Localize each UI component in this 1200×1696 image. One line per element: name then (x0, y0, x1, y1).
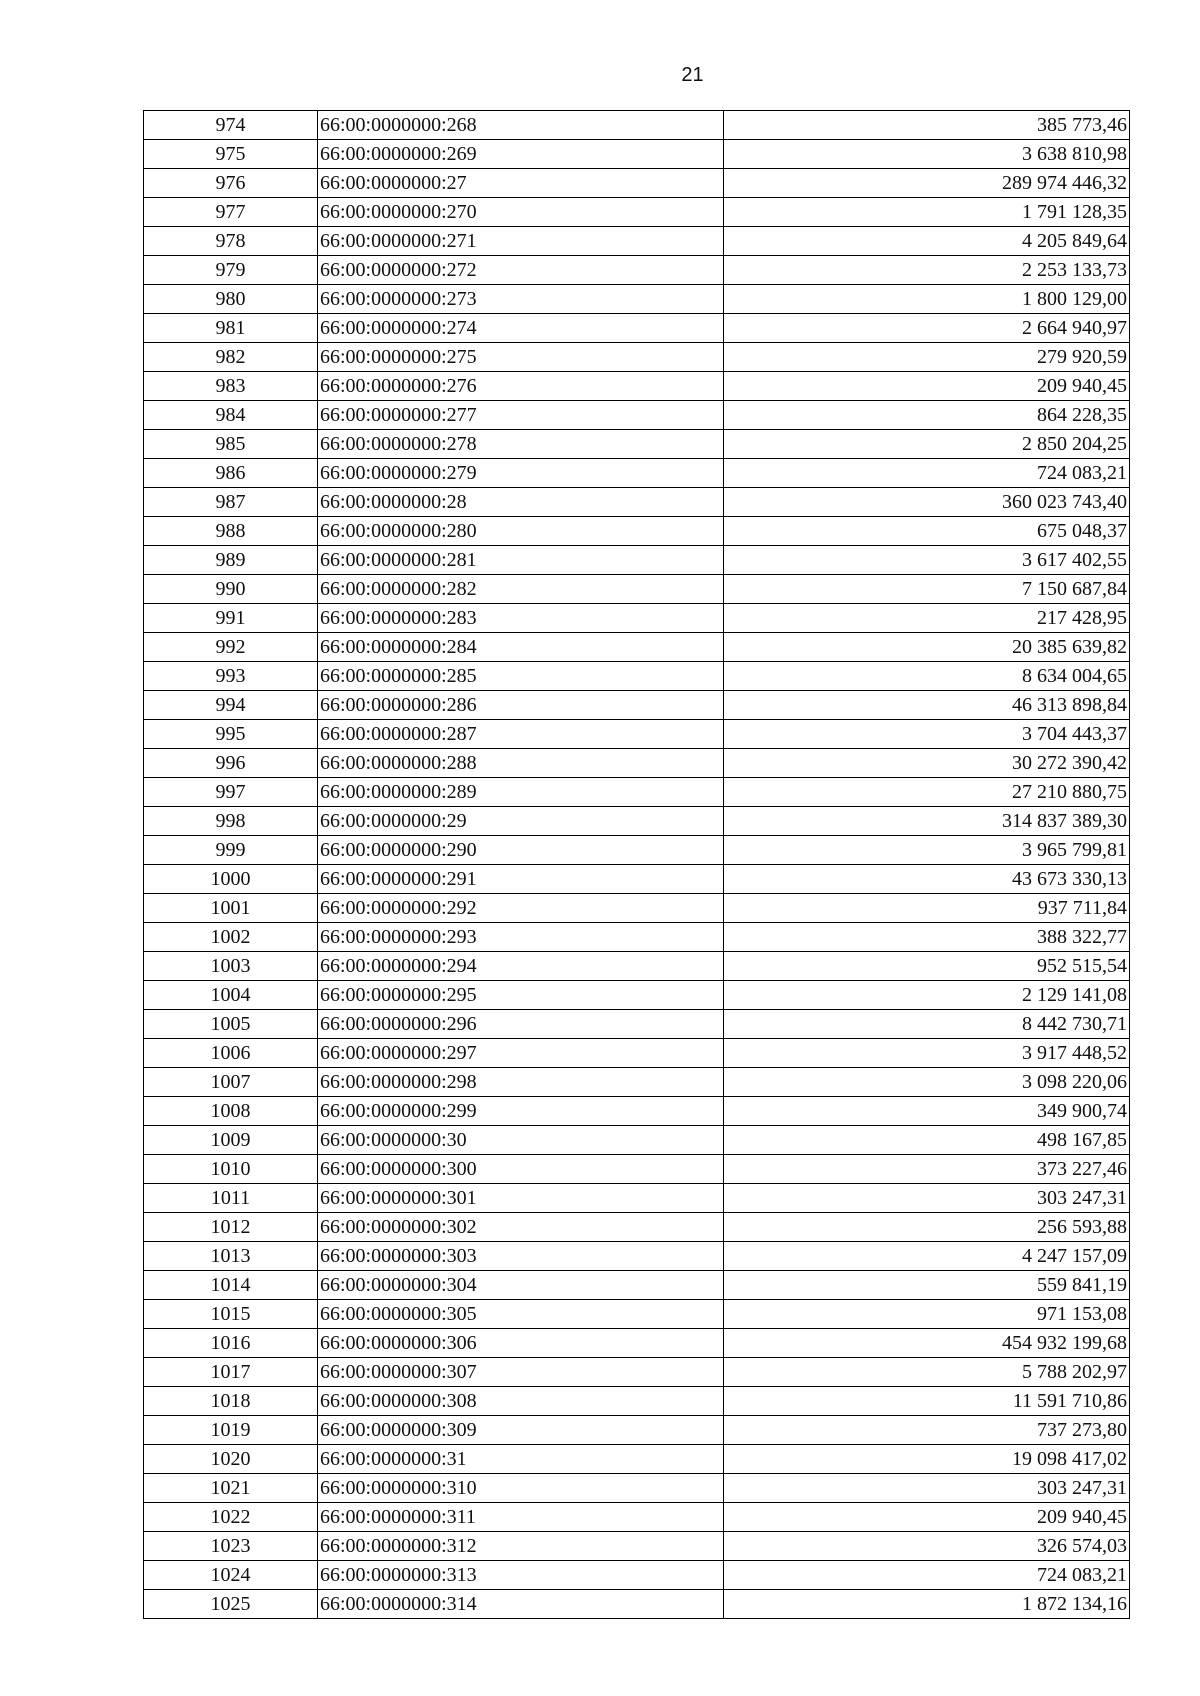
cadastral-number-cell: 66:00:0000000:309 (318, 1416, 724, 1445)
table-row (144, 546, 1130, 575)
row-number-cell: 1008 (144, 1097, 318, 1126)
cadastral-number-cell: 66:00:0000000:311 (318, 1503, 724, 1532)
cadastral-value-cell: 737 273,80 (724, 1416, 1130, 1445)
table-row (144, 1561, 1130, 1590)
cadastral-number-cell: 66:00:0000000:296 (318, 1010, 724, 1039)
cadastral-value-cell: 314 837 389,30 (724, 807, 1130, 836)
row-number-cell: 1006 (144, 1039, 318, 1068)
row-number-cell: 984 (144, 401, 318, 430)
cadastral-number-cell: 66:00:0000000:281 (318, 546, 724, 575)
table-row (144, 1329, 1130, 1358)
cadastral-number-cell: 66:00:0000000:268 (318, 111, 724, 140)
table-row (144, 430, 1130, 459)
cadastral-value-cell: 46 313 898,84 (724, 691, 1130, 720)
cadastral-number-cell: 66:00:0000000:305 (318, 1300, 724, 1329)
cadastral-number-cell: 66:00:0000000:306 (318, 1329, 724, 1358)
cadastral-number-cell: 66:00:0000000:307 (318, 1358, 724, 1387)
cadastral-number-cell: 66:00:0000000:303 (318, 1242, 724, 1271)
row-number-cell: 1010 (144, 1155, 318, 1184)
row-number-cell: 982 (144, 343, 318, 372)
cadastral-value-cell: 3 965 799,81 (724, 836, 1130, 865)
table-row (144, 1590, 1130, 1619)
table-row (144, 720, 1130, 749)
row-number-cell: 993 (144, 662, 318, 691)
table-row (144, 1126, 1130, 1155)
row-number-cell: 998 (144, 807, 318, 836)
table-row (144, 662, 1130, 691)
cadastral-value-cell: 217 428,95 (724, 604, 1130, 633)
row-number-cell: 995 (144, 720, 318, 749)
table-row (144, 459, 1130, 488)
cadastral-number-cell: 66:00:0000000:288 (318, 749, 724, 778)
row-number-cell: 979 (144, 256, 318, 285)
cadastral-value-cell: 303 247,31 (724, 1474, 1130, 1503)
table-row (144, 778, 1130, 807)
row-number-cell: 977 (144, 198, 318, 227)
table-row (144, 372, 1130, 401)
table-row (144, 1213, 1130, 1242)
cadastral-value-cell: 326 574,03 (724, 1532, 1130, 1561)
cadastral-value-cell: 388 322,77 (724, 923, 1130, 952)
cadastral-value-cell: 675 048,37 (724, 517, 1130, 546)
cadastral-number-cell: 66:00:0000000:299 (318, 1097, 724, 1126)
cadastral-value-cell: 373 227,46 (724, 1155, 1130, 1184)
table-row (144, 952, 1130, 981)
row-number-cell: 1013 (144, 1242, 318, 1271)
cadastral-value-cell: 724 083,21 (724, 1561, 1130, 1590)
row-number-cell: 1012 (144, 1213, 318, 1242)
cadastral-value-cell: 971 153,08 (724, 1300, 1130, 1329)
table-row (144, 140, 1130, 169)
table-row (144, 1358, 1130, 1387)
cadastral-number-cell: 66:00:0000000:302 (318, 1213, 724, 1242)
row-number-cell: 996 (144, 749, 318, 778)
cadastral-number-cell: 66:00:0000000:291 (318, 865, 724, 894)
row-number-cell: 989 (144, 546, 318, 575)
cadastral-number-cell: 66:00:0000000:286 (318, 691, 724, 720)
row-number-cell: 987 (144, 488, 318, 517)
table-row (144, 1387, 1130, 1416)
cadastral-value-cell: 303 247,31 (724, 1184, 1130, 1213)
cadastral-value-cell: 3 704 443,37 (724, 720, 1130, 749)
row-number-cell: 974 (144, 111, 318, 140)
row-number-cell: 1005 (144, 1010, 318, 1039)
cadastral-value-cell: 20 385 639,82 (724, 633, 1130, 662)
cadastral-number-cell: 66:00:0000000:297 (318, 1039, 724, 1068)
cadastral-number-cell: 66:00:0000000:27 (318, 169, 724, 198)
cadastral-number-cell: 66:00:0000000:290 (318, 836, 724, 865)
cadastral-value-cell: 19 098 417,02 (724, 1445, 1130, 1474)
cadastral-value-cell: 209 940,45 (724, 1503, 1130, 1532)
row-number-cell: 976 (144, 169, 318, 198)
row-number-cell: 1025 (144, 1590, 318, 1619)
cadastral-number-cell: 66:00:0000000:300 (318, 1155, 724, 1184)
row-number-cell: 981 (144, 314, 318, 343)
cadastral-number-cell: 66:00:0000000:29 (318, 807, 724, 836)
cadastral-number-cell: 66:00:0000000:280 (318, 517, 724, 546)
cadastral-value-cell: 43 673 330,13 (724, 865, 1130, 894)
row-number-cell: 1018 (144, 1387, 318, 1416)
table-row (144, 749, 1130, 778)
cadastral-value-cell: 952 515,54 (724, 952, 1130, 981)
table-row (144, 343, 1130, 372)
row-number-cell: 980 (144, 285, 318, 314)
cadastral-value-cell: 11 591 710,86 (724, 1387, 1130, 1416)
page-number: 21 (681, 64, 704, 86)
table-row (144, 1068, 1130, 1097)
cadastral-value-cell: 2 129 141,08 (724, 981, 1130, 1010)
cadastral-number-cell: 66:00:0000000:28 (318, 488, 724, 517)
table-row (144, 517, 1130, 546)
cadastral-number-cell: 66:00:0000000:301 (318, 1184, 724, 1213)
cadastral-number-cell: 66:00:0000000:284 (318, 633, 724, 662)
row-number-cell: 1009 (144, 1126, 318, 1155)
table-row (144, 488, 1130, 517)
cadastral-number-cell: 66:00:0000000:312 (318, 1532, 724, 1561)
row-number-cell: 983 (144, 372, 318, 401)
table-row (144, 894, 1130, 923)
table-row (144, 865, 1130, 894)
cadastral-number-cell: 66:00:0000000:271 (318, 227, 724, 256)
cadastral-value-cell: 1 800 129,00 (724, 285, 1130, 314)
cadastral-number-cell: 66:00:0000000:31 (318, 1445, 724, 1474)
table-row (144, 1300, 1130, 1329)
cadastral-number-cell: 66:00:0000000:285 (318, 662, 724, 691)
cadastral-number-cell: 66:00:0000000:298 (318, 1068, 724, 1097)
cadastral-value-cell: 2 850 204,25 (724, 430, 1130, 459)
table-row (144, 1532, 1130, 1561)
table-row (144, 604, 1130, 633)
row-number-cell: 1015 (144, 1300, 318, 1329)
row-number-cell: 1016 (144, 1329, 318, 1358)
cadastral-number-cell: 66:00:0000000:283 (318, 604, 724, 633)
table-row (144, 198, 1130, 227)
row-number-cell: 1011 (144, 1184, 318, 1213)
cadastral-value-cell: 279 920,59 (724, 343, 1130, 372)
cadastral-value-cell: 8 634 004,65 (724, 662, 1130, 691)
cadastral-value-cell: 1 872 134,16 (724, 1590, 1130, 1619)
row-number-cell: 1007 (144, 1068, 318, 1097)
cadastral-value-cell: 1 791 128,35 (724, 198, 1130, 227)
cadastral-number-cell: 66:00:0000000:314 (318, 1590, 724, 1619)
cadastral-value-cell: 3 098 220,06 (724, 1068, 1130, 1097)
cadastral-number-cell: 66:00:0000000:304 (318, 1271, 724, 1300)
row-number-cell: 1001 (144, 894, 318, 923)
cadastral-value-cell: 349 900,74 (724, 1097, 1130, 1126)
cadastral-number-cell: 66:00:0000000:289 (318, 778, 724, 807)
cadastral-number-cell: 66:00:0000000:295 (318, 981, 724, 1010)
row-number-cell: 988 (144, 517, 318, 546)
cadastral-number-cell: 66:00:0000000:293 (318, 923, 724, 952)
table-row (144, 1242, 1130, 1271)
row-number-cell: 1022 (144, 1503, 318, 1532)
cadastral-value-cell: 256 593,88 (724, 1213, 1130, 1242)
cadastral-number-cell: 66:00:0000000:282 (318, 575, 724, 604)
cadastral-value-cell: 4 205 849,64 (724, 227, 1130, 256)
cadastral-number-cell: 66:00:0000000:276 (318, 372, 724, 401)
cadastral-number-cell: 66:00:0000000:279 (318, 459, 724, 488)
cadastral-value-cell: 2 253 133,73 (724, 256, 1130, 285)
row-number-cell: 1019 (144, 1416, 318, 1445)
cadastral-number-cell: 66:00:0000000:278 (318, 430, 724, 459)
table-row (144, 1010, 1130, 1039)
cadastral-number-cell: 66:00:0000000:310 (318, 1474, 724, 1503)
table-row (144, 314, 1130, 343)
row-number-cell: 985 (144, 430, 318, 459)
cadastral-value-cell: 937 711,84 (724, 894, 1130, 923)
table-row (144, 401, 1130, 430)
cadastral-value-cell: 30 272 390,42 (724, 749, 1130, 778)
row-number-cell: 1002 (144, 923, 318, 952)
row-number-cell: 1021 (144, 1474, 318, 1503)
cadastral-number-cell: 66:00:0000000:275 (318, 343, 724, 372)
cadastral-value-cell: 209 940,45 (724, 372, 1130, 401)
table-row (144, 1445, 1130, 1474)
row-number-cell: 999 (144, 836, 318, 865)
table-row (144, 111, 1130, 140)
cadastral-value-cell: 385 773,46 (724, 111, 1130, 140)
table-row (144, 836, 1130, 865)
cadastral-number-cell: 66:00:0000000:270 (318, 198, 724, 227)
cadastral-number-cell: 66:00:0000000:30 (318, 1126, 724, 1155)
cadastral-number-cell: 66:00:0000000:273 (318, 285, 724, 314)
table-row (144, 1184, 1130, 1213)
table-row (144, 1416, 1130, 1445)
cadastral-value-cell: 3 917 448,52 (724, 1039, 1130, 1068)
table-row (144, 691, 1130, 720)
cadastral-number-cell: 66:00:0000000:292 (318, 894, 724, 923)
row-number-cell: 1000 (144, 865, 318, 894)
cadastral-value-cell: 27 210 880,75 (724, 778, 1130, 807)
row-number-cell: 975 (144, 140, 318, 169)
cadastral-number-cell: 66:00:0000000:269 (318, 140, 724, 169)
cadastral-value-cell: 289 974 446,32 (724, 169, 1130, 198)
cadastral-value-cell: 8 442 730,71 (724, 1010, 1130, 1039)
table-row (144, 575, 1130, 604)
table-row (144, 807, 1130, 836)
row-number-cell: 990 (144, 575, 318, 604)
table-row (144, 923, 1130, 952)
table-row (144, 1097, 1130, 1126)
cadastral-number-cell: 66:00:0000000:277 (318, 401, 724, 430)
row-number-cell: 1024 (144, 1561, 318, 1590)
cadastral-number-cell: 66:00:0000000:313 (318, 1561, 724, 1590)
row-number-cell: 1004 (144, 981, 318, 1010)
row-number-cell: 997 (144, 778, 318, 807)
cadastral-value-cell: 2 664 940,97 (724, 314, 1130, 343)
cadastral-value-cell: 4 247 157,09 (724, 1242, 1130, 1271)
cadastral-value-cell: 3 617 402,55 (724, 546, 1130, 575)
cadastral-value-cell: 559 841,19 (724, 1271, 1130, 1300)
cadastral-value-cell: 724 083,21 (724, 459, 1130, 488)
cadastral-value-cell: 864 228,35 (724, 401, 1130, 430)
cadastral-number-cell: 66:00:0000000:287 (318, 720, 724, 749)
row-number-cell: 994 (144, 691, 318, 720)
row-number-cell: 1023 (144, 1532, 318, 1561)
table-row (144, 285, 1130, 314)
row-number-cell: 1020 (144, 1445, 318, 1474)
row-number-cell: 978 (144, 227, 318, 256)
table-row (144, 1271, 1130, 1300)
table-row (144, 1155, 1130, 1184)
table-row (144, 227, 1130, 256)
cadastral-value-cell: 360 023 743,40 (724, 488, 1130, 517)
row-number-cell: 1003 (144, 952, 318, 981)
row-number-cell: 1014 (144, 1271, 318, 1300)
row-number-cell: 991 (144, 604, 318, 633)
row-number-cell: 992 (144, 633, 318, 662)
cadastral-number-cell: 66:00:0000000:294 (318, 952, 724, 981)
cadastral-value-table (143, 110, 1130, 1619)
cadastral-value-cell: 498 167,85 (724, 1126, 1130, 1155)
cadastral-value-cell: 7 150 687,84 (724, 575, 1130, 604)
cadastral-number-cell: 66:00:0000000:274 (318, 314, 724, 343)
cadastral-value-cell: 3 638 810,98 (724, 140, 1130, 169)
table-row (144, 1039, 1130, 1068)
row-number-cell: 1017 (144, 1358, 318, 1387)
table-row (144, 1503, 1130, 1532)
table-row (144, 1474, 1130, 1503)
table-row (144, 633, 1130, 662)
row-number-cell: 986 (144, 459, 318, 488)
cadastral-number-cell: 66:00:0000000:308 (318, 1387, 724, 1416)
cadastral-value-cell: 454 932 199,68 (724, 1329, 1130, 1358)
table-row (144, 256, 1130, 285)
cadastral-value-cell: 5 788 202,97 (724, 1358, 1130, 1387)
cadastral-number-cell: 66:00:0000000:272 (318, 256, 724, 285)
table-row (144, 981, 1130, 1010)
table-row (144, 169, 1130, 198)
table-body (144, 111, 1130, 1619)
